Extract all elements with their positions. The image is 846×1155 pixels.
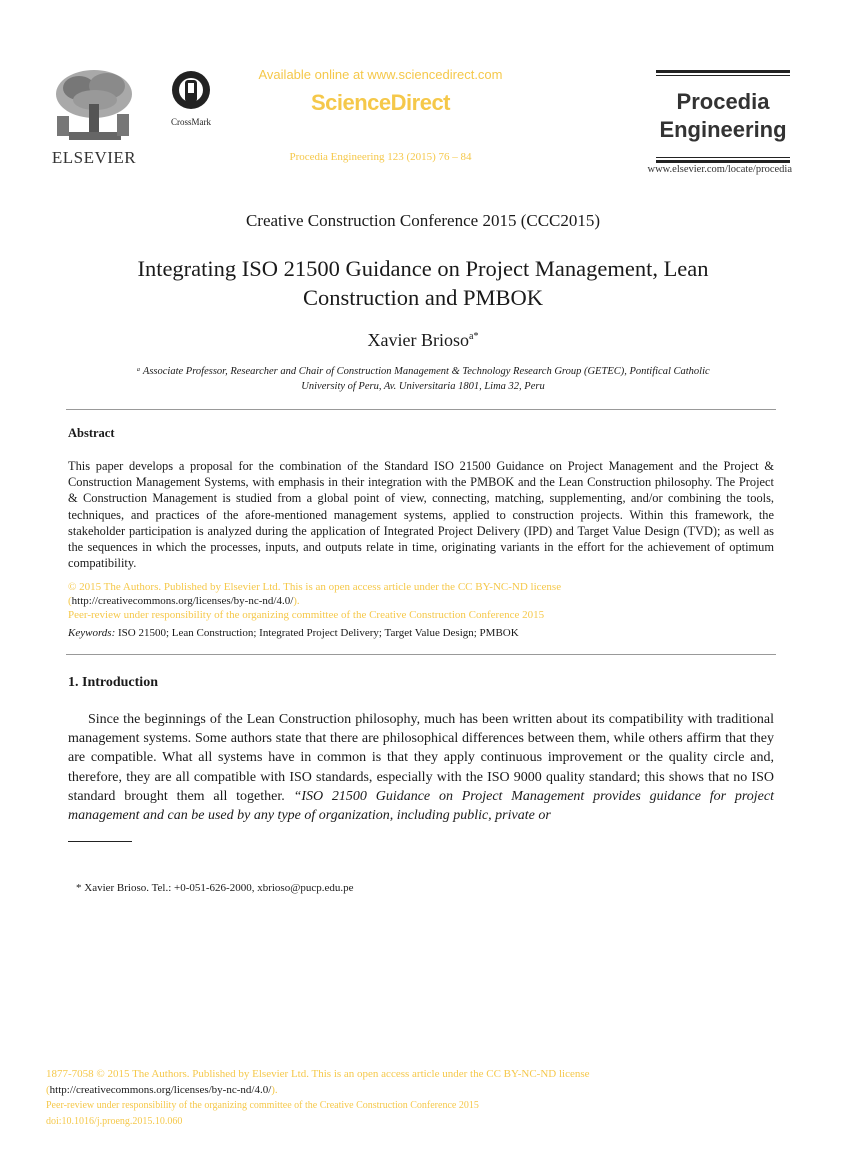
journal-rule-bottom (656, 160, 790, 163)
footer-doi[interactable]: doi:10.1016/j.proeng.2015.10.060 (46, 1116, 183, 1127)
footnote-rule (68, 841, 132, 842)
journal-name-line2: Engineering (659, 117, 787, 142)
crossmark-label: CrossMark (171, 117, 211, 127)
affiliation (80, 364, 766, 394)
license-close: ). (293, 595, 300, 607)
title-line1: Integrating ISO 21500 Guidance on Project Management, Lean (137, 256, 709, 281)
crossmark-icon (171, 70, 211, 110)
author-text: Xavier Brioso (367, 330, 470, 350)
footer-close: ). (271, 1084, 278, 1096)
author-mark: a* (469, 331, 479, 342)
author-footnote: * Xavier Brioso. Tel.: +0-051-626-2000, xbrioso@pucp.edu.pe (76, 882, 354, 894)
introduction-heading: 1. Introduction (68, 675, 158, 690)
license-open: ( (68, 595, 72, 607)
license-url-line (68, 594, 774, 608)
title-line2: Construction and PMBOK (302, 285, 543, 310)
license-line: © 2015 The Authors. Published by Elsevier Ltd. This is an open access article under the CC BY-NC-ND license (68, 581, 562, 593)
available-online-link[interactable]: Available online at www.sciencedirect.com (258, 67, 503, 82)
author-name (0, 330, 846, 351)
abstract-text: This paper develops a proposal for the combination of the Standard ISO 21500 Guidance on Project Management and the Project & Construction Management Systems, with emphasis in their integration with the PMBOK and the Lean Construction philosophy. The Project & Construction Management is studied from a global point of view, connecting, matching, supplementing, and/or combining the tools, techniques, and practices of the afore-mentioned management systems, applied to construction projects. Within this framework, the stakeholder participation is analyzed during the application of Integrated Project Delivery (IPD) and Target Value Design (TVD); as well as the sequences in which the processes, inputs, and outputs relate in time, originating variants in the effort for the achievement of optimum compatibility. (68, 459, 774, 571)
keywords (68, 627, 774, 639)
journal-rule-top (656, 70, 790, 73)
journal-name (656, 88, 790, 144)
license-url-link[interactable]: http://creativecommons.org/licenses/by-nc-nd/4.0/ (71, 595, 294, 607)
keywords-label: Keywords: (68, 627, 116, 639)
page-footer (46, 1066, 746, 1130)
journal-rule-top-thin (656, 75, 790, 76)
journal-reference: Procedia Engineering 123 (2015) 76 – 84 (289, 151, 472, 163)
affiliation-line2: University of Peru, Av. Universitaria 1801, Lima 32, Peru (301, 381, 545, 392)
conference-name: Creative Construction Conference 2015 (CCC2015) (245, 211, 601, 230)
paper-title (70, 254, 776, 312)
introduction-text (68, 710, 774, 825)
sciencedirect-logo: ScienceDirect (310, 90, 451, 115)
footer-url-link[interactable]: http://creativecommons.org/licenses/by-nc-nd/4.0/ (49, 1084, 272, 1096)
divider-bottom (66, 654, 776, 655)
crossmark-badge[interactable] (166, 70, 216, 127)
introduction-text-quote: “ISO 21500 Guidance on Project Management provides guidance for project management and can be used by any type of organization, including public, private or (68, 788, 775, 824)
journal-url-link[interactable]: www.elsevier.com/locate/procedia (647, 164, 792, 175)
journal-rule-bottom-thin (656, 157, 790, 158)
footer-open: ( (46, 1084, 50, 1096)
footer-license-line: 1877-7058 © 2015 The Authors. Published by Elsevier Ltd. This is an open access article under the CC BY-NC-ND license (46, 1068, 590, 1080)
abstract-heading: Abstract (68, 426, 115, 440)
abstract-license (68, 580, 774, 622)
peer-review-line: Peer-review under responsibility of the organizing committee of the Creative Construction Conference 2015 (68, 609, 545, 621)
divider-top (66, 409, 776, 410)
publisher-name: ELSEVIER (51, 148, 137, 167)
affiliation-line1: ᵃ Associate Professor, Researcher and Chair of Construction Management & Technology Research Group (GETEC), Pontifical Catholic (136, 366, 710, 377)
footer-url-line (46, 1082, 746, 1098)
keywords-list: ISO 21500; Lean Construction; Integrated Project Delivery; Target Value Design; PMBOK (118, 627, 519, 639)
introduction-text-plain: Since the beginnings of the Lean Construction philosophy, much has been written about its compatibility with traditional management systems. Some authors state that there are philosophical differences between them, while others affirm that they are compatible. What all systems have in common is that they apply continuous improvement or the quality circle and, therefore, they are all compatible with ISO standards, especially with the ISO 9000 quality standard; this shows that no ISO standard brought them all together. (68, 712, 774, 804)
journal-name-line1: Procedia (676, 89, 770, 114)
footer-peer-review: Peer-review under responsibility of the organizing committee of the Creative Construction Conference 2015 (46, 1100, 479, 1111)
